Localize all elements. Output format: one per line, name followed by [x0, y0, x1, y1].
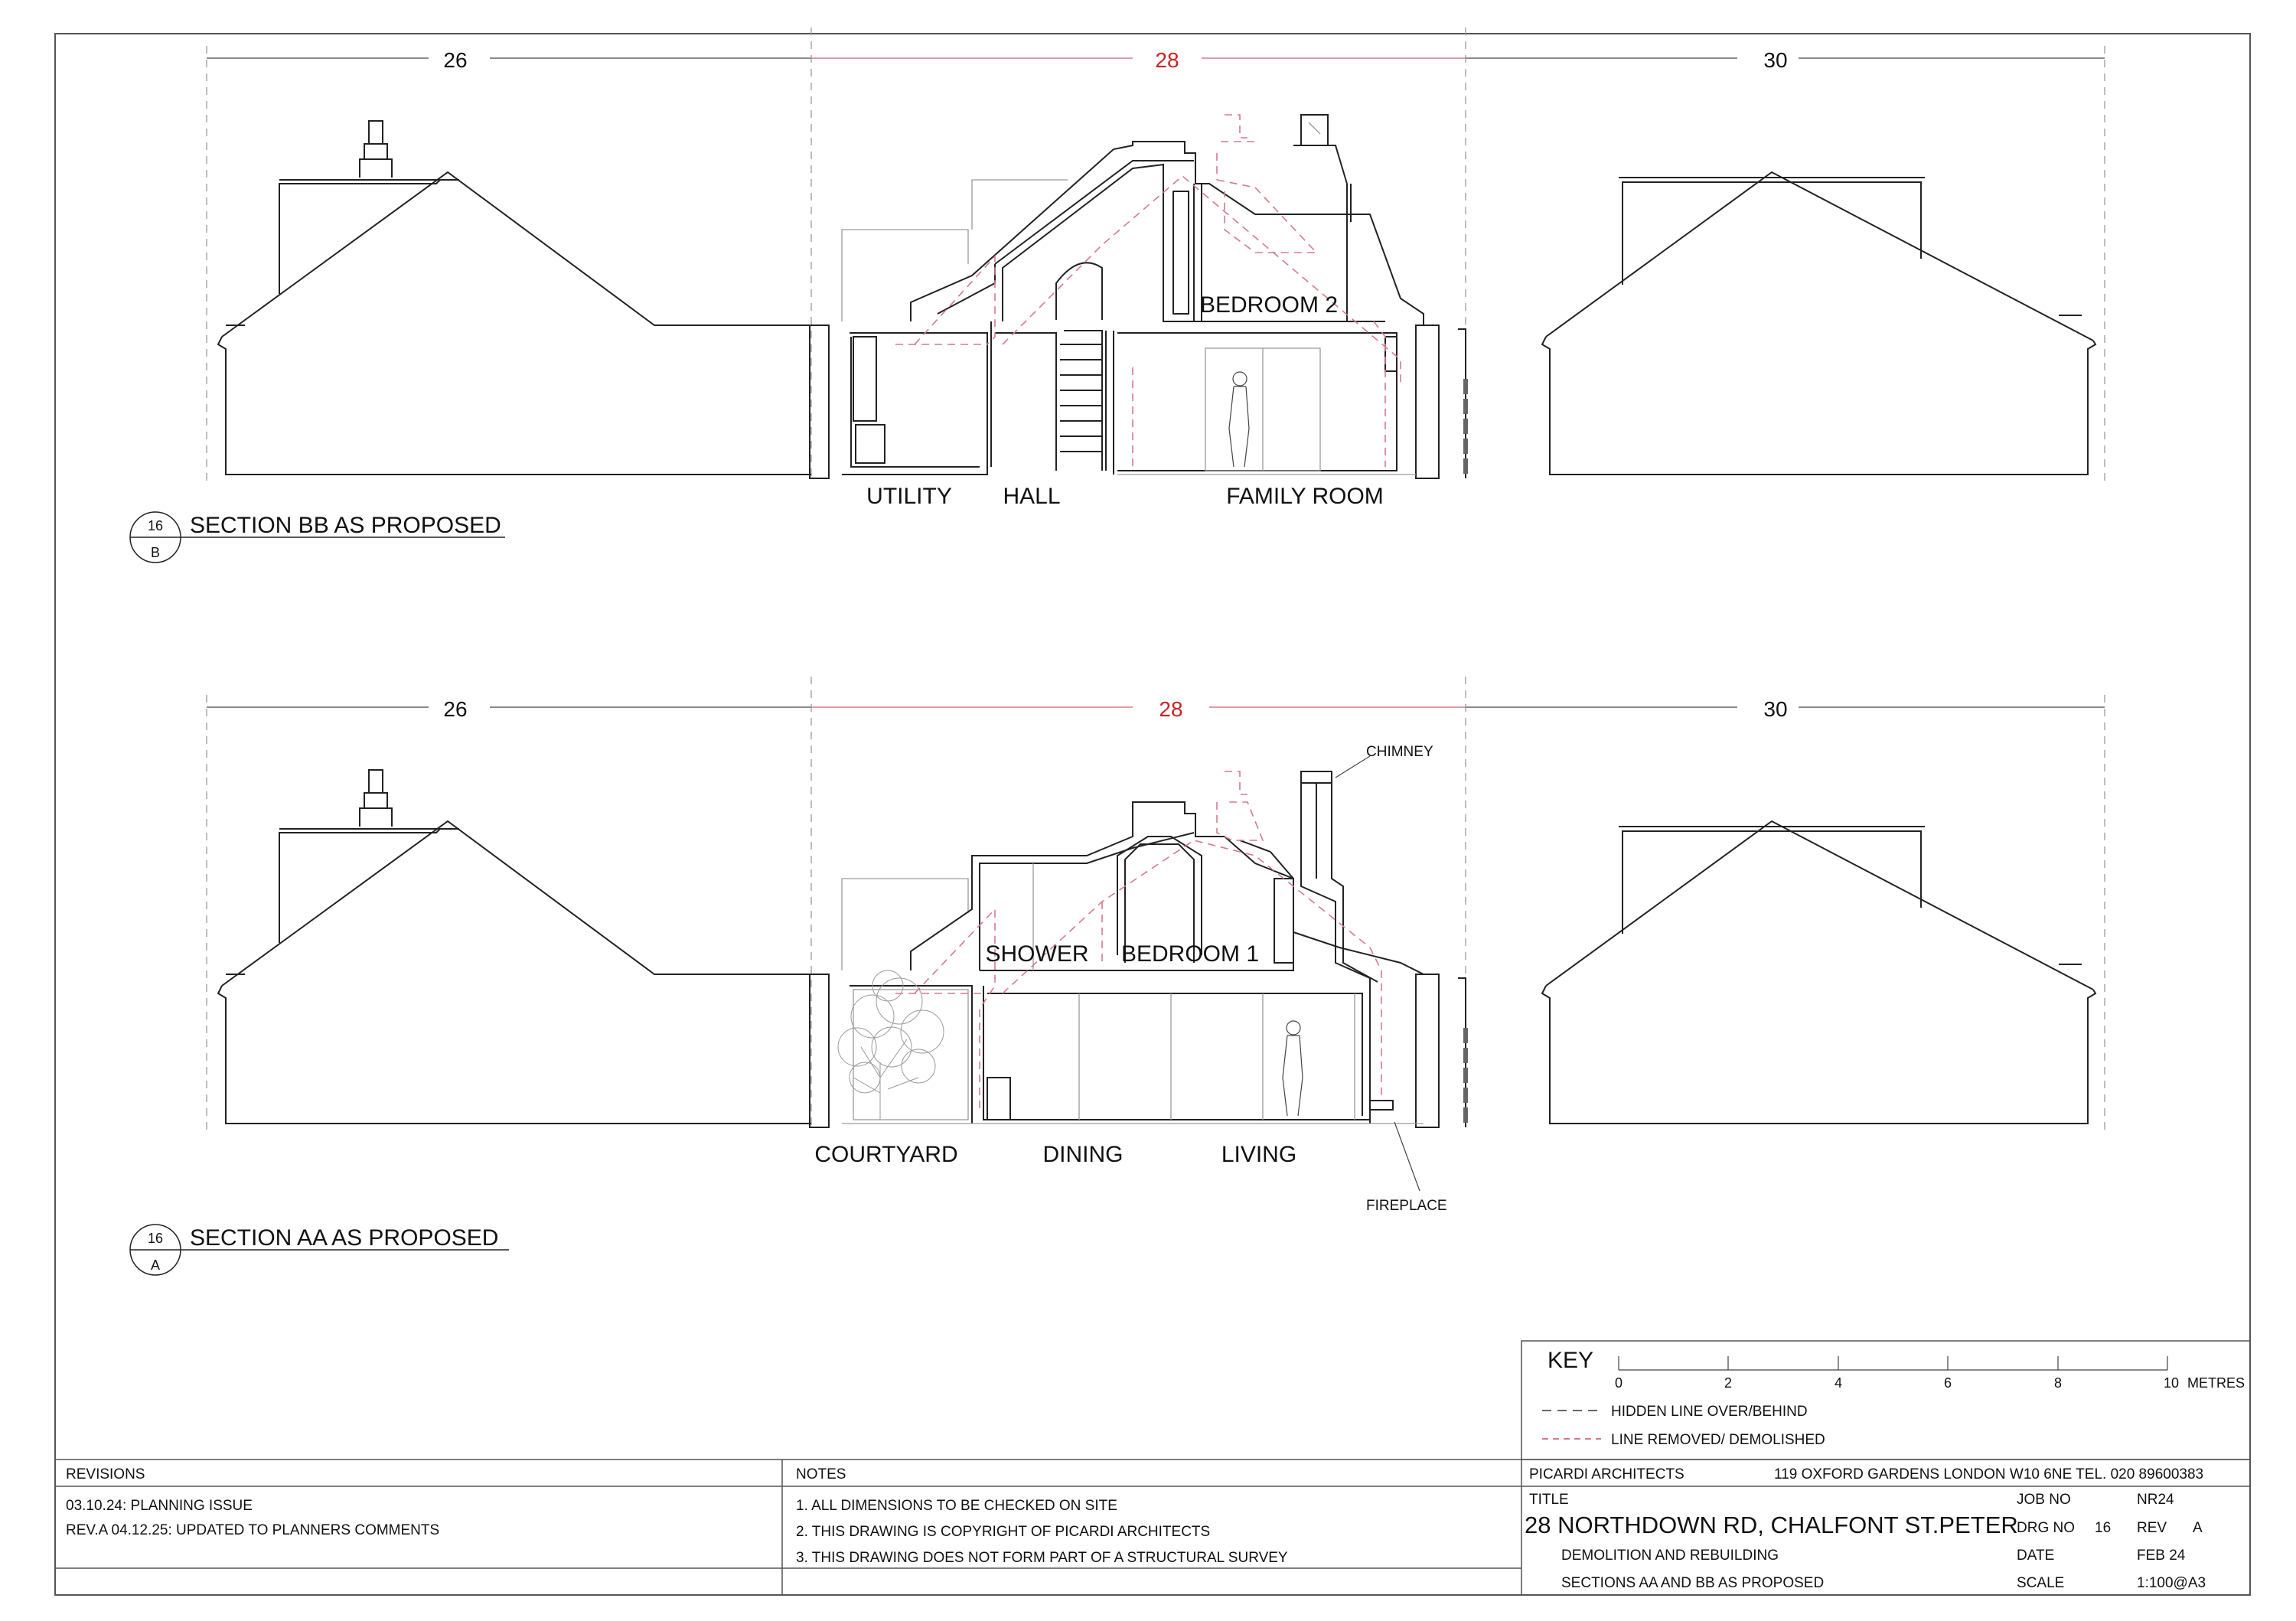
note-row: 1. ALL DIMENSIONS TO BE CHECKED ON SITE [796, 1498, 1117, 1514]
room-label-hall: HALL [1003, 484, 1061, 509]
room-label-utility: UTILITY [866, 484, 952, 509]
notes-header: NOTES [796, 1466, 846, 1482]
neighbour-house-26 [218, 770, 811, 1127]
svg-text:16: 16 [147, 518, 164, 533]
scale-label: SCALE [2017, 1575, 2065, 1591]
revision-row: REV.A 04.12.25: UPDATED TO PLANNERS COMMENTS [66, 1522, 440, 1538]
svg-text:B: B [150, 545, 161, 560]
job-number-label: JOB NO [2017, 1492, 2071, 1508]
date-label: DATE [2017, 1548, 2055, 1564]
room-label-bedroom-1: BEDROOM 1 [1120, 941, 1260, 967]
dimension-label-26: 26 [443, 697, 468, 721]
section-bb [130, 28, 2105, 563]
dimension-label-28: 28 [1159, 697, 1183, 721]
sheet-border [55, 34, 2250, 1595]
room-label-bedroom-2: BEDROOM 2 [1199, 292, 1339, 318]
title-block [55, 1460, 2250, 1595]
room-label-shower: SHOWER [985, 941, 1089, 967]
scale-tick-10: 10 [2163, 1375, 2180, 1391]
removed-line-label: LINE REMOVED/ DEMOLISHED [1611, 1432, 1825, 1448]
svg-text:A: A [150, 1257, 161, 1273]
section-bb-dimension-line [207, 28, 2105, 482]
drawing-number-label: DRG NO [2017, 1520, 2075, 1536]
scale-tick-2: 2 [1724, 1375, 1733, 1391]
callout-fireplace: FIREPLACE [1366, 1198, 1447, 1214]
section-aa [130, 677, 2105, 1275]
note-row: 2. THIS DRAWING IS COPYRIGHT OF PICARDI ARCHITECTS [796, 1524, 1211, 1540]
note-row: 3. THIS DRAWING DOES NOT FORM PART OF A STRUCTURAL SURVEY [796, 1550, 1288, 1566]
title-label: TITLE [1529, 1492, 1569, 1508]
key-panel [1521, 1341, 2250, 1460]
scale-tick-6: 6 [1943, 1375, 1952, 1391]
revision-row: 03.10.24: PLANNING ISSUE [66, 1498, 253, 1514]
section-marker-aa [130, 1225, 509, 1275]
date-value: FEB 24 [2137, 1548, 2186, 1564]
scale-tick-8: 8 [2053, 1375, 2063, 1391]
dimension-label-30: 30 [1763, 697, 1788, 721]
person-figure [1283, 1021, 1303, 1116]
firm-name: PICARDI ARCHITECTS [1529, 1466, 1684, 1482]
neighbour-house-30 [1458, 821, 2095, 1127]
key-title: KEY [1548, 1348, 1594, 1373]
dimension-label-26: 26 [443, 48, 468, 72]
callout-chimney: CHIMNEY [1366, 744, 1433, 760]
section-marker-bb [130, 512, 505, 563]
title-line-2: SECTIONS AA AND BB AS PROPOSED [1561, 1575, 1825, 1591]
revision-value: A [2193, 1520, 2203, 1536]
title-line-1: DEMOLITION AND REBUILDING [1561, 1548, 1779, 1564]
drawing-number-value: 16 [2095, 1520, 2112, 1536]
svg-text:16: 16 [147, 1231, 164, 1246]
scale-unit: METRES [2187, 1375, 2245, 1391]
neighbour-house-30 [1458, 172, 2095, 478]
hidden-line-label: HIDDEN LINE OVER/BEHIND [1611, 1404, 1808, 1420]
revisions-header: REVISIONS [66, 1466, 145, 1482]
job-number-value: NR24 [2137, 1492, 2174, 1508]
neighbour-house-26 [218, 121, 811, 478]
revision-label: REV [2137, 1520, 2167, 1536]
room-label-dining: DINING [1042, 1142, 1124, 1167]
room-label-courtyard: COURTYARD [814, 1142, 958, 1167]
scale-value: 1:100@A3 [2137, 1575, 2206, 1591]
scale-tick-4: 4 [1834, 1375, 1843, 1391]
section-aa-dimension-line [207, 677, 2105, 1131]
project-name: 28 NORTHDOWN RD, CHALFONT ST.PETER [1525, 1512, 2018, 1538]
dimension-label-30: 30 [1763, 48, 1788, 72]
dimension-label-28: 28 [1155, 48, 1179, 72]
room-label-family-room: FAMILY ROOM [1226, 484, 1384, 509]
firm-address: 119 OXFORD GARDENS LONDON W10 6NE TEL. 020 89600383 [1774, 1466, 2204, 1482]
person-figure [1229, 372, 1249, 467]
scale-tick-0: 0 [1614, 1375, 1623, 1391]
section-bb-title: SECTION BB AS PROPOSED [190, 513, 501, 538]
section-aa-title: SECTION AA AS PROPOSED [190, 1225, 499, 1251]
room-label-living: LIVING [1221, 1142, 1297, 1167]
